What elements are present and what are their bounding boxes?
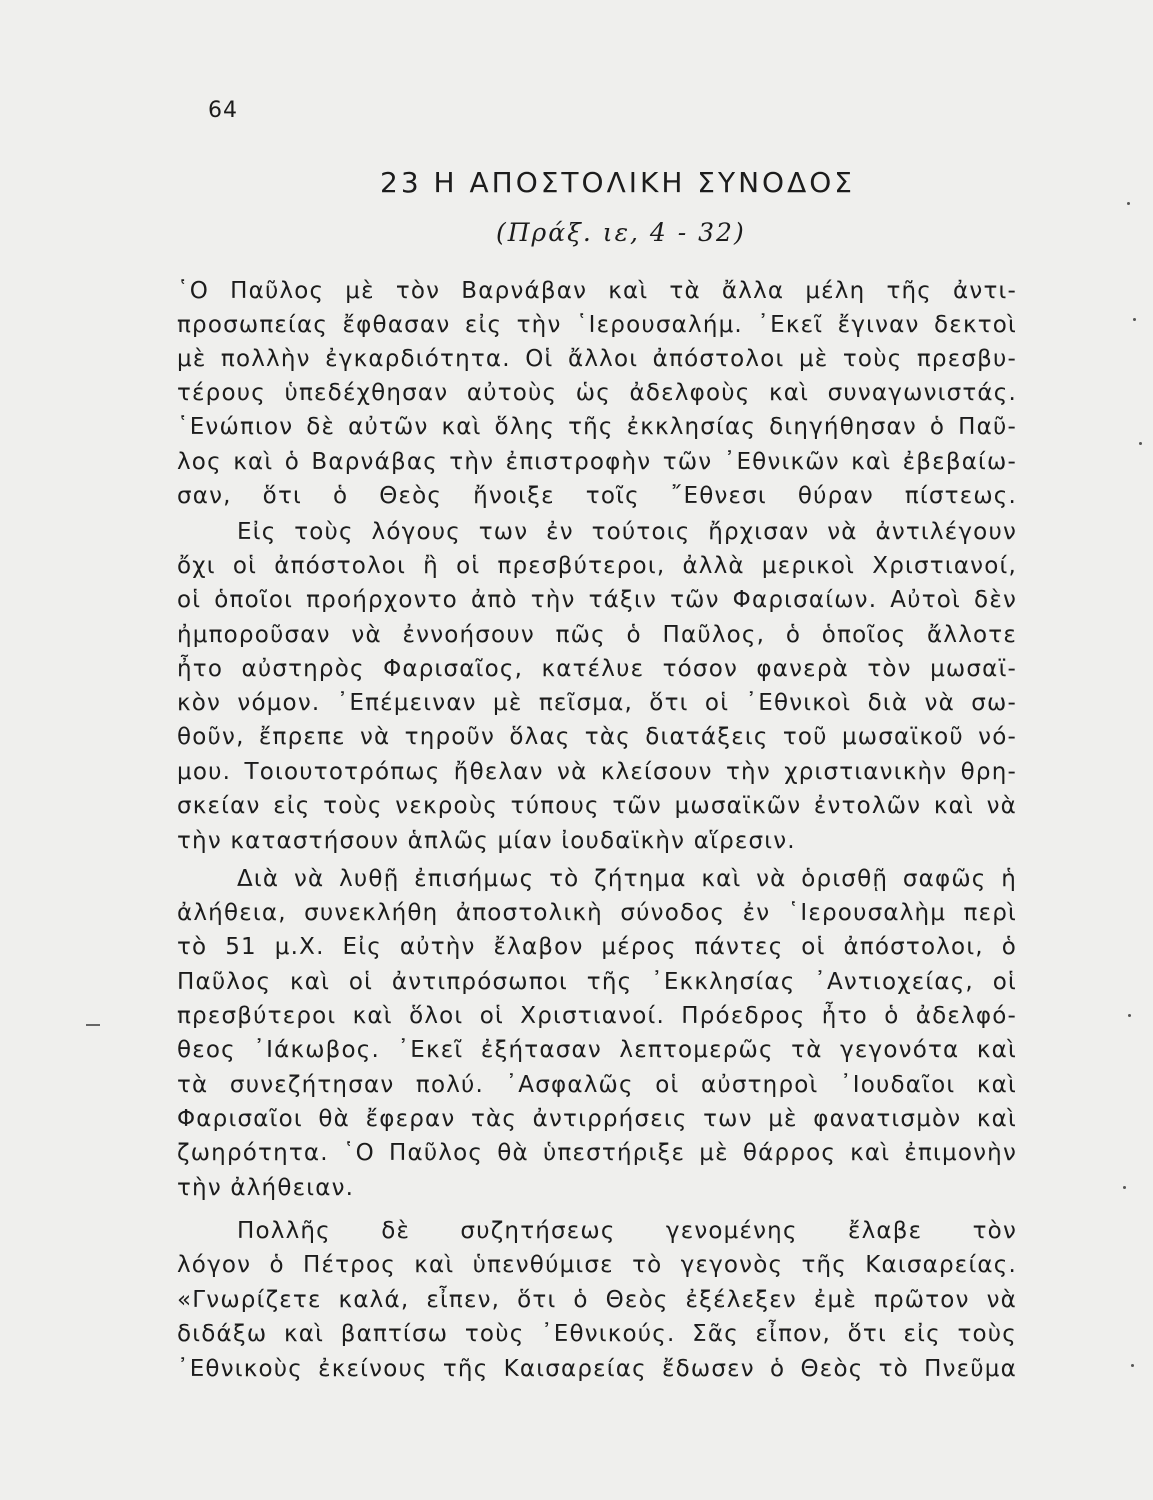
chapter-title: 23 Η ΑΠΟΣΤΟΛΙΚΗ ΣΥΝΟΔΟΣ [380, 166, 855, 199]
margin-speck [1123, 1186, 1126, 1189]
text-line: Φαρισαῖοι θὰ ἔφεραν τὰς ἀντιρρήσεις των μὲ φανατισμὸν καὶ [177, 1106, 1017, 1132]
text-line: ῾Ενώπιον δὲ αὐτῶν καὶ ὅλης τῆς ἐκκλησίας διηγήθησαν ὁ Παῦ- [177, 414, 1017, 440]
text-line: λος καὶ ὁ Βαρνάβας τὴν ἐπιστροφὴν τῶν ᾿Εθνικῶν καὶ ἐβεβαίω- [177, 449, 1017, 475]
text-line: τὸ 51 μ.Χ. Εἰς αὐτὴν ἔλαβον μέρος πάντες οἱ ἀπόστολοι, ὁ [177, 934, 1017, 960]
text-line: ὄχι οἱ ἀπόστολοι ἢ οἱ πρεσβύτεροι, ἀλλὰ μερικοὶ Χριστιανοί, [177, 553, 1017, 579]
text-line: τὴν ἀλήθειαν. [177, 1175, 355, 1201]
text-line: «Γνωρίζετε καλά, εἶπεν, ὅτι ὁ Θεὸς ἐξέλεξεν ἐμὲ πρῶτον νὰ [177, 1287, 1017, 1313]
margin-speck [1127, 202, 1130, 205]
text-line: τὴν καταστήσουν ἁπλῶς μίαν ἰουδαϊκὴν αἵρεσιν. [177, 828, 796, 854]
margin-speck [1133, 318, 1136, 321]
text-line: πρεσβύτεροι καὶ ὅλοι οἱ Χριστιανοί. Πρόεδρος ἦτο ὁ ἀδελφό- [177, 1003, 1017, 1029]
text-line: Διὰ νὰ λυθῇ ἐπισήμως τὸ ζήτημα καὶ νὰ ὁρισθῇ σαφῶς ἡ [237, 866, 1017, 892]
text-line: ᾿Εθνικοὺς ἐκείνους τῆς Καισαρείας ἔδωσεν ὁ Θεὸς τὸ Πνεῦμα [177, 1356, 1017, 1382]
text-line: λόγον ὁ Πέτρος καὶ ὑπενθύμισε τὸ γεγονὸς τῆς Καισαρείας. [177, 1252, 1017, 1278]
text-line: Εἰς τοὺς λόγους των ἐν τούτοις ἤρχισαν νὰ ἀντιλέγουν [237, 519, 1017, 545]
text-line: ῾Ο Παῦλος μὲ τὸν Βαρνάβαν καὶ τὰ ἄλλα μέλη τῆς ἀντι- [177, 278, 1017, 304]
margin-dash [86, 1024, 100, 1026]
text-line: διδάξω καὶ βαπτίσω τοὺς ᾿Εθνικούς. Σᾶς εἶπον, ὅτι εἰς τοὺς [177, 1321, 1017, 1347]
text-line: ἀλήθεια, συνεκλήθη ἀποστολικὴ σύνοδος ἐν ῾Ιερουσαλὴμ περὶ [177, 900, 1017, 926]
text-line: προσωπείας ἔφθασαν εἰς τὴν ῾Ιερουσαλήμ. ᾿Εκεῖ ἔγιναν δεκτοὶ [177, 312, 1017, 338]
text-line: μὲ πολλὴν ἐγκαρδιότητα. Οἱ ἄλλοι ἀπόστολοι μὲ τοὺς πρεσβυ- [177, 346, 1017, 372]
margin-speck [1139, 442, 1142, 445]
text-line: Πολλῆς δὲ συζητήσεως γενομένης ἔλαβε τὸν [237, 1218, 1017, 1244]
page-number: 64 [208, 98, 238, 123]
text-line: τὰ συνεζήτησαν πολύ. ᾿Ασφαλῶς οἱ αὐστηροὶ ᾿Ιουδαῖοι καὶ [177, 1072, 1017, 1098]
text-line: θοῦν, ἔπρεπε νὰ τηροῦν ὅλας τὰς διατάξεις τοῦ μωσαϊκοῦ νό- [177, 724, 1017, 750]
text-line: τέρους ὑπεδέχθησαν αὐτοὺς ὡς ἀδελφοὺς καὶ συναγωνιστάς. [177, 380, 1017, 406]
chapter-reference: (Πράξ. ιε, 4 - 32) [496, 218, 746, 247]
text-line: κὸν νόμον. ᾿Επέμειναν μὲ πεῖσμα, ὅτι οἱ ᾿Εθνικοὶ διὰ νὰ σω- [177, 690, 1017, 716]
text-line: Παῦλος καὶ οἱ ἀντιπρόσωποι τῆς ᾿Εκκλησίας ᾿Αντιοχείας, οἱ [177, 969, 1017, 995]
text-line: σκείαν εἰς τοὺς νεκροὺς τύπους τῶν μωσαϊκῶν ἐντολῶν καὶ νὰ [177, 793, 1017, 819]
text-line: οἱ ὁποῖοι προήρχοντο ἀπὸ τὴν τάξιν τῶν Φαρισαίων. Αὐτοὶ δὲν [177, 587, 1017, 613]
text-line: σαν, ὅτι ὁ Θεὸς ἤνοιξε τοῖς ῎Εθνεσι θύραν πίστεως. [177, 483, 1017, 509]
text-line: ἦτο αὐστηρὸς Φαρισαῖος, κατέλυε τόσον φανερὰ τὸν μωσαϊ- [177, 656, 1017, 682]
text-line: μου. Τοιουτοτρόπως ἤθελαν νὰ κλείσουν τὴν χριστιανικὴν θρη- [177, 759, 1017, 785]
margin-speck [1128, 1014, 1131, 1017]
margin-speck [1131, 1364, 1134, 1367]
text-line: θεος ᾿Ιάκωβος. ᾿Εκεῖ ἐξήτασαν λεπτομερῶς τὰ γεγονότα καὶ [177, 1037, 1017, 1063]
text-line: ἠμποροῦσαν νὰ ἐννοήσουν πῶς ὁ Παῦλος, ὁ ὁποῖος ἄλλοτε [177, 622, 1017, 648]
text-line: ζωηρότητα. ῾Ο Παῦλος θὰ ὑπεστήριξε μὲ θάρρος καὶ ἐπιμονὴν [177, 1140, 1017, 1166]
